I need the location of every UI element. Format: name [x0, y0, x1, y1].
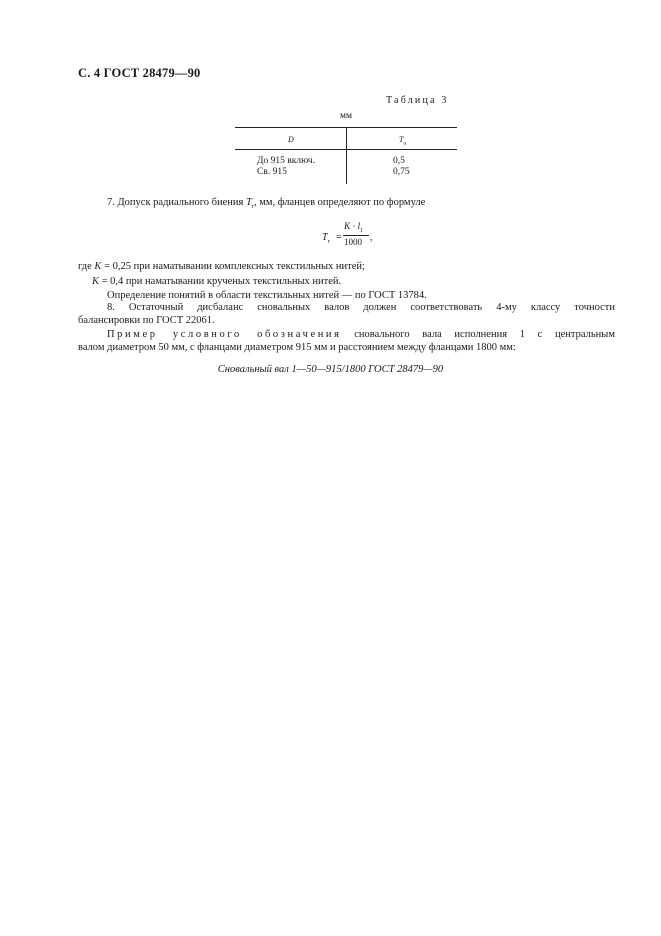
tolerance-table [235, 127, 457, 184]
formula-lhs: $T_r$ [322, 232, 330, 245]
example-line-1: Пример условного обозначения сновального вала исполнения 1 с центральным [107, 329, 615, 340]
table-unit: мм [340, 111, 353, 121]
formula-denominator: 1000 [344, 237, 362, 247]
example-heading: Пример условного обозначения [107, 329, 342, 340]
runout-formula [322, 221, 382, 251]
formula-comma: , [370, 232, 373, 243]
table-title: Таблица 3 [386, 95, 449, 106]
table-cell-d: Св. 915 [257, 167, 287, 177]
fraction-bar [343, 235, 369, 236]
designation-line: Сновальный вал 1—50—915/1800 ГОСТ 28479—90 [217, 364, 444, 375]
clause-8-line-1: 8. Остаточный дисбаланс сновальных валов должен соответствовать 4-му классу точности [107, 302, 615, 313]
table-column-divider [346, 127, 347, 184]
table-cell-ta: 0,5 [393, 156, 405, 166]
table-cell-ta: 0,75 [393, 167, 410, 177]
formula-equals: = [336, 232, 342, 243]
table-cell-d: До 915 включ. [257, 156, 315, 166]
column-header-d: D [288, 135, 294, 144]
clause-8 [78, 302, 615, 327]
clause-8-line-2: балансировки по ГОСТ 22061. [78, 314, 215, 326]
designation-example [78, 329, 615, 354]
column-header-ta: $T_a$ [399, 135, 407, 147]
clause-7: 7. Допуск радиального биения $T_r$, мм, фланцев определяют по формуле [107, 197, 426, 211]
definitions-reference: Определение понятий в области текстильных нитей — по ГОСТ 13784. [107, 290, 427, 301]
k-definition-twisted: K = 0,4 при наматывании крученых текстильных нитей. [92, 276, 342, 287]
example-line-2: валом диаметром 50 мм, с фланцами диаметром 915 мм и расстоянием между фланцами 1800 мм: [78, 341, 516, 353]
formula-numerator: $K \cdot l_1$ [344, 222, 364, 234]
page-header: С. 4 ГОСТ 28479—90 [78, 66, 201, 80]
k-definition-complex: где K = 0,25 при наматывании комплексных текстильных нитей; [78, 261, 365, 272]
